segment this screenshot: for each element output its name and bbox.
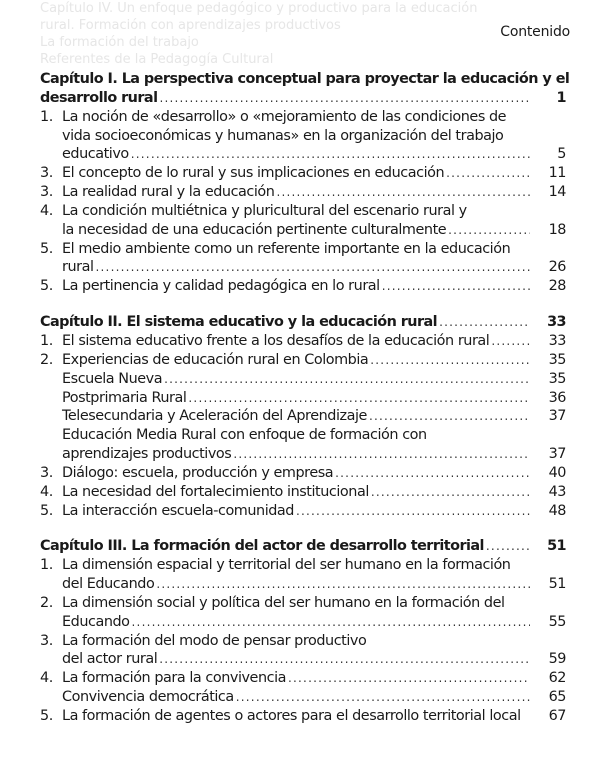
page-number: 48 [548,502,566,519]
page-number: 51 [547,538,566,555]
toc-entry[interactable] [40,556,566,594]
entry-number: 5. [40,278,53,295]
entry-title: Educando [62,613,130,630]
entry-line [40,426,566,445]
entry-line [40,127,566,146]
toc-entry[interactable] [40,202,566,240]
chapter-title-line [40,89,566,108]
toc-entry[interactable] [40,240,566,278]
dot-leader [370,351,530,370]
page-number: 11 [548,165,566,182]
page-number: 33 [547,314,566,331]
dot-leader [159,650,530,669]
entry-line [40,108,566,127]
chapter-title: Capítulo III. La formación del actor de desarrollo territorial [40,538,484,555]
entry-title: La dimensión espacial y territorial del ser humano en la formación [62,557,511,574]
dot-leader [369,407,530,426]
toc-entry[interactable] [40,389,566,408]
page-number: 35 [548,351,566,368]
toc-entry[interactable] [40,688,566,707]
toc-entry[interactable] [40,183,566,202]
entry-title: El medio ambiente como un referente importante en la educación [62,240,511,257]
toc-entry[interactable] [40,108,566,165]
chapter-title-line [40,70,570,89]
dot-leader [446,164,530,183]
bleed-line: Capítulo IV. Un enfoque pedagógico y productivo para la educación [40,1,478,16]
entry-line [40,502,566,521]
page-number: 37 [548,408,566,425]
entry-title: La formación del modo de pensar productivo [62,632,367,649]
entry-title: la necesidad de una educación pertinente culturalmente [62,221,447,238]
toc-entry[interactable] [40,483,566,502]
entry-title: Convivencia democrática [62,689,234,706]
page-number: 51 [548,576,566,593]
toc-entry[interactable] [40,277,566,296]
entry-title: La dimensión social y política del ser humano en la formación del [62,594,505,611]
chapter-title: Capítulo II. El sistema educativo y la educación rural [40,314,438,331]
page-number: 35 [548,370,566,387]
page-number: 55 [548,613,566,630]
toc-entry[interactable] [40,632,566,670]
entry-number: 5. [40,240,53,257]
toc-entry[interactable] [40,669,566,688]
dot-leader [335,464,530,483]
dot-leader [486,537,530,556]
chapter-title: desarrollo rural [40,89,158,106]
page-number: 59 [548,651,566,668]
entry-line [40,145,566,164]
page-number: 67 [548,708,566,724]
chapter-gap [40,296,566,313]
page-number: 1 [556,89,566,106]
entry-line [40,707,566,726]
entry-title: La interacción escuela-comunidad [62,502,294,519]
dot-leader [131,145,530,164]
dot-leader [156,575,530,594]
entry-title: La pertinencia y calidad pedagógica en lo rural [62,278,380,295]
entry-line [40,483,566,502]
toc-entry[interactable] [40,707,566,726]
table-of-contents [40,70,570,726]
dot-leader [159,89,530,108]
page-number: 5 [557,146,566,163]
dot-leader [233,445,530,464]
entry-line [40,594,566,613]
chapter-gap [40,520,566,537]
entry-title: vida socioeconómicas y humanas» en la organización del trabajo [62,127,504,144]
page-number: 62 [548,670,566,687]
chapter-title-line [40,537,566,556]
entry-line [40,669,566,688]
entry-title: del Educando [62,576,155,593]
entry-line [40,632,566,651]
entry-line [40,407,566,426]
toc-entry[interactable] [40,502,566,521]
bleed-line: Referentes de la Pedagogía Cultural [40,52,274,67]
dot-leader [164,370,530,389]
entry-title: La formación de agentes o actores para el desarrollo territorial local [62,708,521,724]
entry-line [40,221,566,240]
bleed-line: La formación del trabajo [40,35,199,50]
chapter-title: Capítulo I. La perspectiva conceptual para proyectar la educación y el [40,71,570,87]
entry-number: 3. [40,165,53,182]
entry-title: Diálogo: escuela, producción y empresa [62,464,334,481]
entry-line [40,332,566,351]
dot-leader [371,483,530,502]
entry-title: La realidad rural y la educación [62,184,275,201]
entry-line [40,370,566,389]
entry-line [40,688,566,707]
entry-line [40,650,566,669]
entry-number: 1. [40,108,53,125]
entry-number: 3. [40,184,53,201]
entry-number: 1. [40,557,53,574]
page-number: 40 [548,464,566,481]
toc-chapter[interactable] [40,537,566,556]
toc-entry[interactable] [40,407,566,426]
page-number: 28 [548,278,566,295]
dot-leader [491,332,530,351]
entry-line [40,464,566,483]
dot-leader [236,688,530,707]
entry-number: 5. [40,708,53,724]
entry-number: 5. [40,502,53,519]
entry-title: del actor rural [62,651,158,668]
page-number: 18 [548,221,566,238]
page-number: 43 [548,483,566,500]
toc-entry[interactable] [40,332,566,351]
toc-entry[interactable] [40,594,566,632]
entry-title: La condición multiétnica y pluricultural del escenario rural y [62,202,467,219]
toc-chapter[interactable] [40,70,570,108]
entry-line [40,389,566,408]
chapter-title-line [40,313,566,332]
dot-leader [132,613,530,632]
entry-line [40,164,566,183]
entry-number: 4. [40,670,53,687]
entry-number: 1. [40,332,53,349]
page-number: 26 [548,259,566,276]
entry-number: 3. [40,464,53,481]
dot-leader [276,183,530,202]
entry-title: La formación para la convivencia [62,670,287,687]
entry-line [40,258,566,277]
page-number: 65 [548,689,566,706]
entry-line [40,202,566,221]
entry-title: La noción de «desarrollo» o «mejoramiento de las condiciones de [62,108,507,125]
entry-title: El concepto de lo rural y sus implicaciones en educación [62,165,445,182]
dot-leader [96,258,530,277]
entry-line [40,445,566,464]
entry-number: 2. [40,594,53,611]
entry-number: 4. [40,202,53,219]
entry-title: Experiencias de educación rural en Colombia [62,351,369,368]
bleed-line: rural. Formación con aprendizajes productivos [40,18,341,33]
entry-title: Educación Media Rural con enfoque de formación con [62,427,427,444]
entry-number: 2. [40,351,53,368]
entry-title: El sistema educativo frente a los desafíos de la educación rural [62,332,490,349]
dot-leader [439,313,530,332]
dot-leader [296,502,530,521]
entry-number: 4. [40,483,53,500]
toc-entry[interactable] [40,164,566,183]
page-number: 33 [548,332,566,349]
entry-title: educativo [62,146,129,163]
toc-chapter[interactable] [40,313,566,332]
bleed-through-text [40,0,560,68]
page-number: 37 [548,446,566,463]
entry-line [40,351,566,370]
entry-title: aprendizajes productivos [62,446,232,463]
dot-leader [382,277,530,296]
dot-leader [288,669,530,688]
toc-entry[interactable] [40,351,566,370]
entry-line [40,277,566,296]
toc-entry[interactable] [40,426,566,464]
entry-title: La necesidad del fortalecimiento institucional [62,483,369,500]
entry-number: 3. [40,632,53,649]
entry-line [40,613,566,632]
entry-title: rural [62,259,94,276]
toc-entry[interactable] [40,464,566,483]
entry-title: Telesecundaria y Aceleración del Aprendizaje [62,408,367,425]
dot-leader [448,221,530,240]
page-number: 14 [548,184,566,201]
entry-line [40,183,566,202]
entry-line [40,556,566,575]
page-number: 36 [548,389,566,406]
entry-line [40,575,566,594]
page-header: Contenido [500,24,570,40]
entry-line [40,240,566,259]
toc-entry[interactable] [40,370,566,389]
dot-leader [188,389,530,408]
entry-title: Postprimaria Rural [62,389,187,406]
entry-title: Escuela Nueva [62,370,163,387]
